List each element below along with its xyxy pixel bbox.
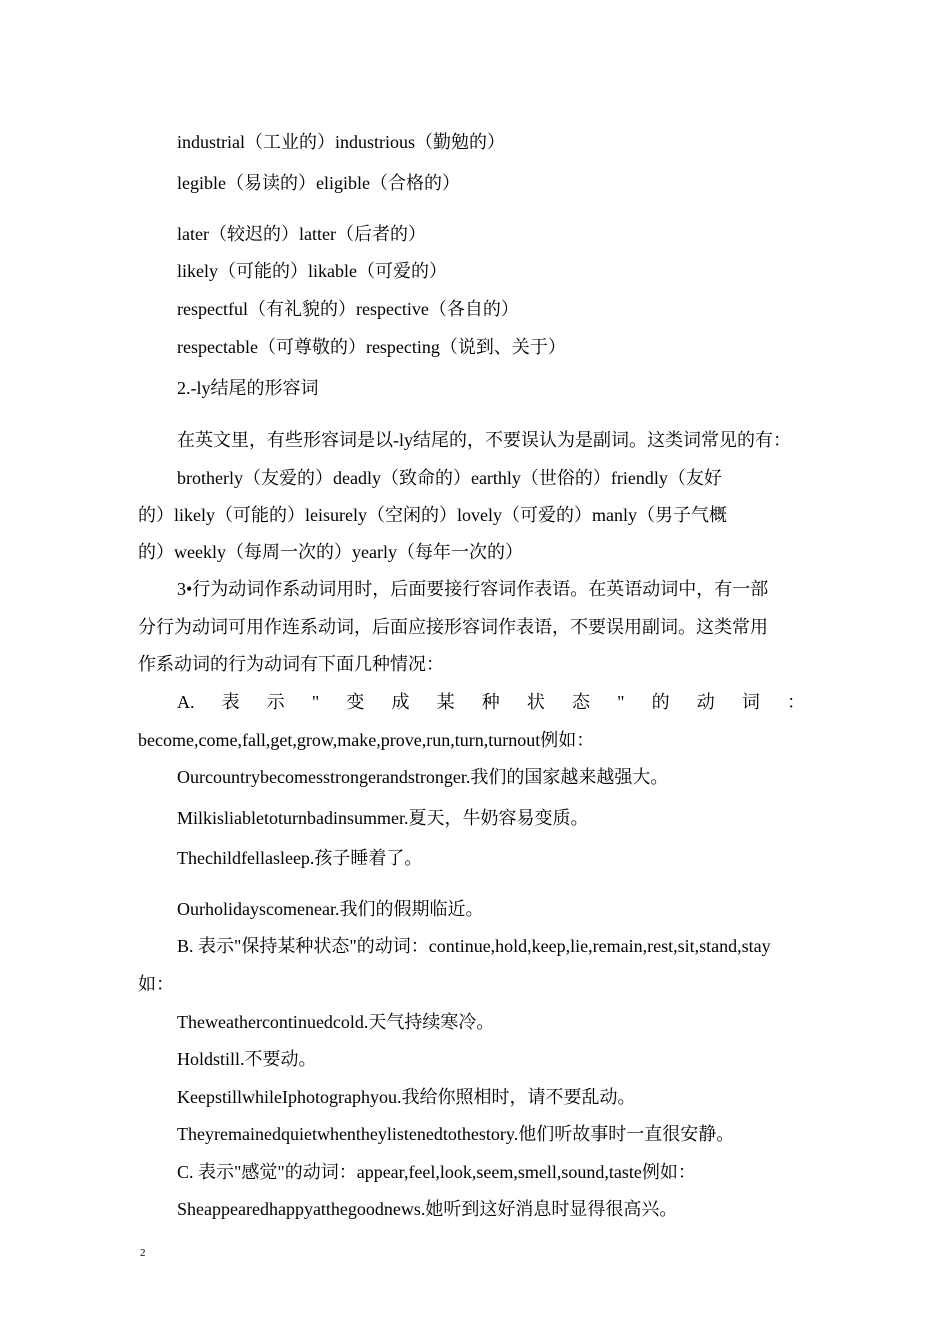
section-a-token: 词: [741, 692, 760, 712]
example-sentence: Milkisliabletoturnbadinsummer.夏天，牛奶容易变质。: [177, 808, 589, 828]
text-line: respectable（可尊敬的）respecting（说到、关于）: [177, 337, 566, 357]
example-sentence: Holdstill.不要动。: [177, 1049, 317, 1069]
section-a-token: 的: [651, 692, 670, 712]
text-line: brotherly（友爱的）deadly（致命的）earthly（世俗的）friendly（友好: [177, 468, 722, 488]
page-number: 2: [140, 1247, 146, 1259]
section-a-token: 某: [436, 692, 455, 712]
section-a-token: 示: [266, 692, 285, 712]
text-line: industrial（工业的）industrious（勤勉的）: [177, 132, 505, 152]
text-line: legible（易读的）eligible（合格的）: [177, 173, 460, 193]
example-sentence: Theweathercontinuedcold.天气持续寒冷。: [177, 1012, 495, 1032]
section-b-heading: B. 表示"保持某种状态"的动词：continue,hold,keep,lie,remain,rest,sit,stand,stay: [177, 936, 771, 956]
section-a-token: 变: [346, 692, 365, 712]
text-line: later（较迟的）latter（后者的）: [177, 224, 426, 244]
section-a-token: ": [617, 692, 625, 712]
example-sentence: Theyremainedquietwhentheylistenedtothestory.他们听故事时一直很安静。: [177, 1124, 735, 1144]
section-a-token: 成: [391, 692, 410, 712]
section-a-token: 表: [221, 692, 240, 712]
section-a-token: A.: [177, 692, 195, 712]
example-sentence: Ourholidayscomenear.我们的假期临近。: [177, 899, 484, 919]
text-line: 作系动词的行为动词有下面几种情况：: [138, 654, 444, 674]
example-sentence: KeepstillwhileIphotographyou.我给你照相时，请不要乱动。: [177, 1087, 636, 1107]
text-line: respectful（有礼貌的）respective（各自的）: [177, 299, 519, 319]
text-line: 3•行为动词作系动词用时，后面要接行容词作表语。在英语动词中，有一部: [177, 579, 769, 599]
section-a-token: 种: [481, 692, 500, 712]
section-a-token: 状: [526, 692, 545, 712]
section-a-heading: [177, 690, 805, 714]
section-heading: 2.-ly结尾的形容词: [177, 378, 319, 398]
text-line: likely（可能的）likable（可爱的）: [177, 261, 447, 281]
text-line: 的）weekly（每周一次的）yearly（每年一次的）: [138, 542, 523, 562]
section-c-heading: C. 表示"感觉"的动词：appear,feel,look,seem,smell,sound,taste例如：: [177, 1162, 696, 1182]
section-a-token: 动: [696, 692, 715, 712]
section-a-token: ": [311, 692, 320, 712]
text-line: 在英文里，有些形容词是以-ly结尾的，不要误认为是副词。这类词常见的有：: [177, 430, 791, 450]
example-sentence: Ourcountrybecomesstrongerandstronger.我们的国家越来越强大。: [177, 767, 669, 787]
text-line: 的）likely（可能的）leisurely（空闲的）lovely（可爱的）manly（男子气概: [138, 505, 727, 525]
text-line: 分行为动词可用作连系动词，后面应接形容词作表语，不要误用副词。这类常用: [138, 617, 768, 637]
section-a-token: ：: [786, 692, 805, 712]
text-line: 如：: [138, 974, 174, 994]
example-sentence: Sheappearedhappyatthegoodnews.她听到这好消息时显得很高兴。: [177, 1199, 678, 1219]
section-a-token: 态: [571, 692, 590, 712]
text-line: become,come,fall,get,grow,make,prove,run,turn,turnout例如：: [138, 730, 595, 750]
example-sentence: Thechildfellasleep.孩子睡着了。: [177, 848, 423, 868]
